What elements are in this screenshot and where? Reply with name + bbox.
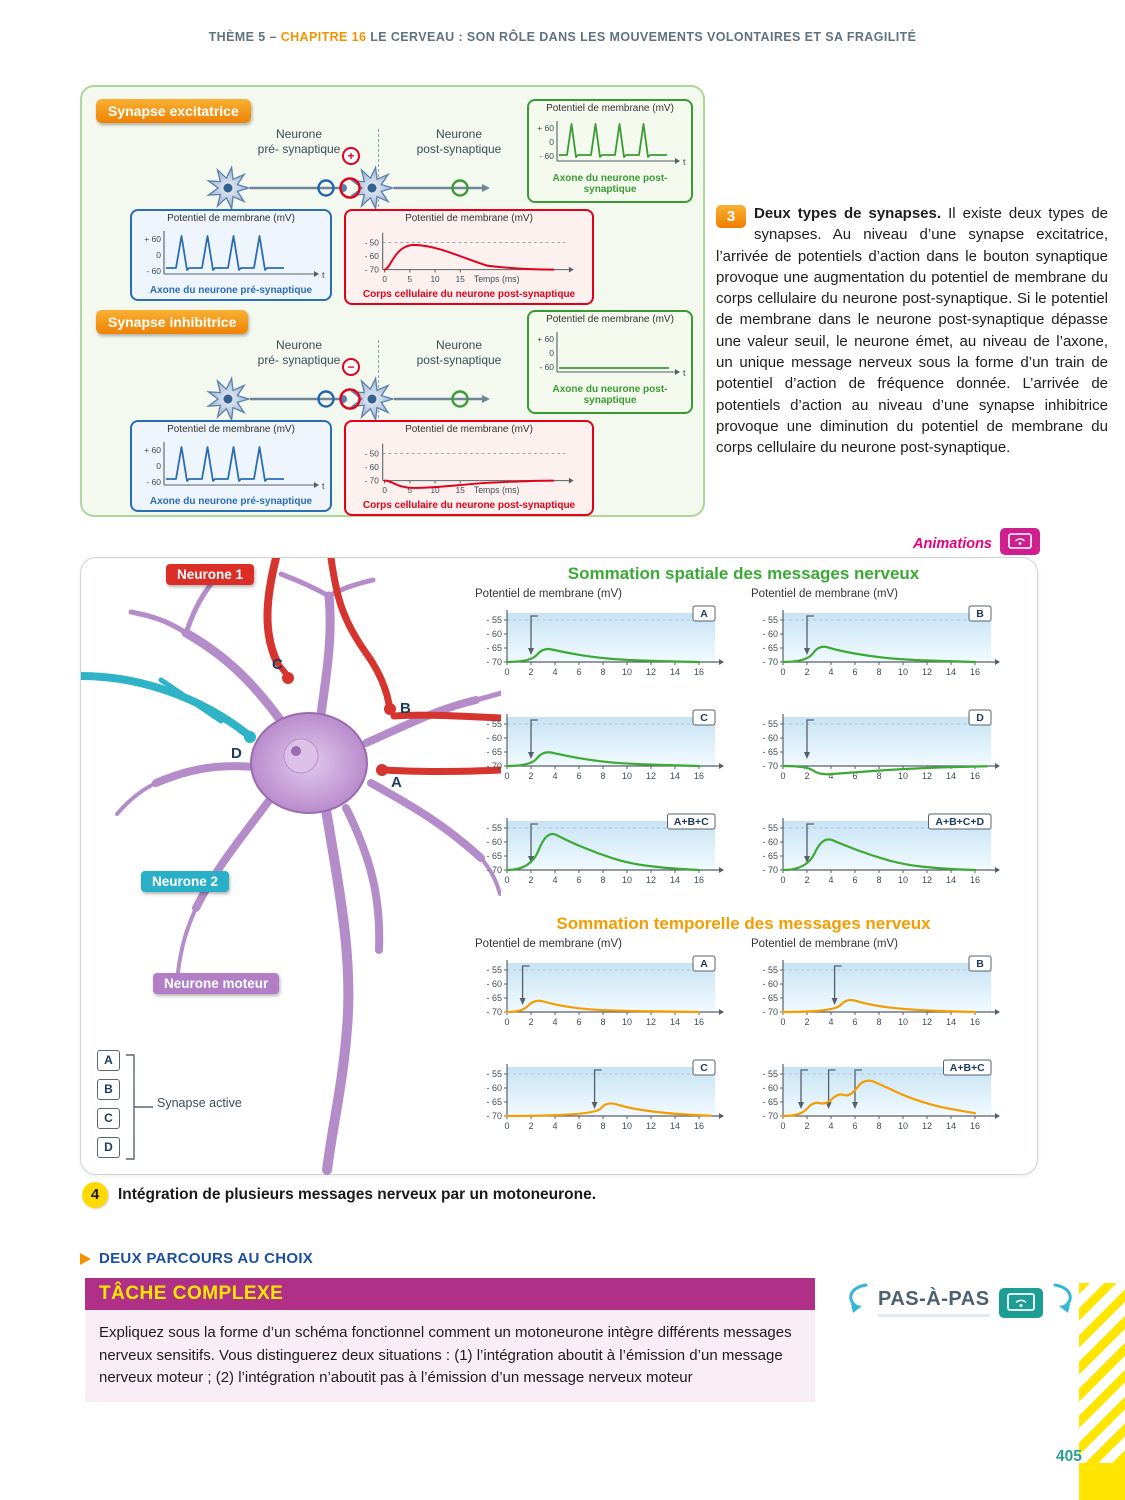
svg-text:- 50: - 50 (364, 449, 379, 459)
svg-text:8: 8 (876, 1121, 882, 1131)
svg-text:- 60: - 60 (486, 837, 502, 847)
figure4-number: 4 (82, 1182, 108, 1208)
svg-text:10: 10 (621, 667, 633, 677)
post-neuron-label: Neurone post-synaptique (416, 127, 502, 156)
svg-text:10: 10 (430, 486, 440, 496)
svg-text:8: 8 (876, 771, 882, 781)
svg-text:- 60: - 60 (486, 1083, 502, 1093)
svg-text:t: t (322, 481, 325, 491)
chapter-title: LE CERVEAU : SON RÔLE DANS LES MOUVEMENTS VOLONTAIRES ET SA FRAGILITÉ (370, 30, 917, 44)
svg-text:2: 2 (804, 667, 810, 677)
synapse-active-label: Synapse active (157, 1096, 242, 1110)
inhibitory-sign-icon: − (342, 358, 360, 376)
svg-text:0: 0 (382, 486, 387, 496)
svg-text:16: 16 (693, 771, 705, 781)
tache-complexe-title: TÂCHE COMPLEXE (85, 1278, 815, 1310)
spatial-graph-B (749, 604, 1001, 687)
svg-text:- 65: - 65 (762, 747, 778, 757)
svg-text:14: 14 (669, 1017, 681, 1027)
spatial-summation-title: Sommation spatiale des messages nerveux (567, 564, 920, 583)
svg-text:4: 4 (828, 1121, 834, 1131)
figure4-caption (82, 1182, 596, 1208)
spatial-graph-D (749, 708, 1001, 791)
svg-text:12: 12 (921, 771, 933, 781)
svg-text:+ 60: + 60 (537, 123, 554, 133)
svg-text:10: 10 (621, 771, 633, 781)
svg-text:2: 2 (804, 771, 810, 781)
svg-text:14: 14 (945, 667, 957, 677)
svg-text:4: 4 (828, 771, 834, 781)
svg-text:0: 0 (504, 1121, 510, 1131)
svg-text:12: 12 (921, 875, 933, 885)
synapse-letter-B: B (97, 1079, 120, 1100)
svg-text:- 55: - 55 (486, 823, 502, 833)
svg-text:C: C (700, 712, 708, 724)
svg-text:12: 12 (921, 667, 933, 677)
svg-text:4: 4 (552, 875, 558, 885)
svg-text:- 55: - 55 (762, 823, 778, 833)
screen-wifi-icon[interactable] (999, 1288, 1043, 1318)
svg-text:- 65: - 65 (762, 1097, 778, 1107)
active-synapse-legend (95, 1050, 315, 1170)
svg-text:0: 0 (156, 461, 161, 471)
svg-text:8: 8 (600, 771, 606, 781)
svg-text:+ 60: + 60 (537, 334, 554, 344)
svg-text:12: 12 (645, 875, 657, 885)
svg-text:0: 0 (780, 771, 786, 781)
temporal-graph-B (749, 954, 1001, 1037)
svg-text:16: 16 (693, 875, 705, 885)
temporal-summation-title: Sommation temporelle des messages nerveux (556, 914, 931, 933)
post-neuron-label: Neurone post-synaptique (416, 338, 502, 367)
svg-text:- 65: - 65 (486, 993, 502, 1003)
svg-text:- 60: - 60 (364, 462, 379, 472)
svg-text:10: 10 (897, 667, 909, 677)
svg-text:10: 10 (621, 1017, 633, 1027)
svg-text:0: 0 (780, 1121, 786, 1131)
temporal-graph-C (473, 1058, 725, 1141)
parcours-heading (80, 1250, 313, 1267)
svg-text:- 70: - 70 (486, 761, 502, 771)
screen-wifi-icon[interactable] (1000, 528, 1040, 560)
svg-text:- 60: - 60 (762, 733, 778, 743)
svg-text:16: 16 (969, 1017, 981, 1027)
svg-text:12: 12 (921, 1121, 933, 1131)
svg-text:D: D (976, 712, 984, 724)
svg-text:10: 10 (621, 875, 633, 885)
svg-text:12: 12 (645, 1017, 657, 1027)
svg-text:- 65: - 65 (486, 1097, 502, 1107)
svg-text:10: 10 (430, 275, 440, 285)
svg-text:- 55: - 55 (762, 1069, 778, 1079)
inhibitory-synapse-section (82, 302, 703, 517)
svg-text:16: 16 (969, 667, 981, 677)
svg-text:10: 10 (621, 1121, 633, 1131)
temporal-graph-A+B+C (749, 1058, 1001, 1141)
svg-text:0: 0 (504, 771, 510, 781)
animations-label[interactable]: Animations (913, 536, 992, 552)
decorative-stripes (1079, 1283, 1125, 1463)
triangle-icon (80, 1253, 91, 1265)
svg-text:0: 0 (549, 348, 554, 358)
svg-text:- 60: - 60 (486, 733, 502, 743)
svg-text:A+B+C: A+B+C (949, 1062, 985, 1074)
svg-text:0: 0 (780, 1017, 786, 1027)
svg-text:5: 5 (407, 275, 413, 285)
note-3-title: Deux types de synapses. (754, 205, 942, 222)
animations-link[interactable] (0, 528, 1040, 560)
svg-text:6: 6 (576, 1121, 582, 1131)
page-header (0, 30, 1125, 44)
svg-text:- 60: - 60 (762, 837, 778, 847)
svg-text:- 70: - 70 (486, 1111, 502, 1121)
axis-label: Potentiel de membrane (mV) (751, 938, 899, 950)
svg-text:6: 6 (852, 1017, 858, 1027)
svg-text:B: B (976, 958, 984, 970)
svg-text:- 65: - 65 (486, 851, 502, 861)
excitatory-synapse-section (82, 91, 703, 306)
tache-complexe-body: Expliquez sous la forme d’un schéma fonctionnel comment un motoneurone intègre différents messages nerveux sensitifs. Vous distinguerez deux situations : (1) l’intégration aboutit à l’émission d’un message nerveux moteur ; (2) l’intégration n’aboutit pas à l’émission d’un message nerveux moteur (85, 1310, 815, 1402)
svg-text:t: t (322, 270, 325, 280)
pas-a-pas-label[interactable]: PAS-À-PAS (878, 1288, 990, 1317)
svg-text:Temps (ms): Temps (ms) (473, 274, 520, 285)
chapter-label: CHAPITRE 16 (280, 30, 367, 44)
mark-C: C (272, 656, 283, 673)
svg-text:- 60: - 60 (762, 1083, 778, 1093)
svg-text:0: 0 (504, 1017, 510, 1027)
svg-text:10: 10 (897, 1017, 909, 1027)
curl-arrow-icon (843, 1282, 869, 1323)
svg-text:A+B+C+D: A+B+C+D (935, 816, 985, 828)
svg-text:14: 14 (945, 875, 957, 885)
pre-neuron-label: Neurone pré- synaptique (257, 338, 341, 367)
svg-text:2: 2 (804, 875, 810, 885)
graph-ipsp: Potentiel de membrane (mV) - 50 - 60 - 70 0 5 10 15 Temps (ms) Corps cellulaire du neurone post-synaptique (344, 420, 594, 516)
svg-text:6: 6 (576, 1017, 582, 1027)
svg-text:- 55: - 55 (486, 965, 502, 975)
mark-A: A (391, 774, 402, 791)
integration-figure (80, 557, 1038, 1175)
svg-text:14: 14 (945, 771, 957, 781)
figure4-text: Intégration de plusieurs messages nerveux par un motoneurone. (118, 1186, 597, 1203)
svg-text:- 60: - 60 (539, 362, 554, 372)
svg-text:- 55: - 55 (762, 965, 778, 975)
svg-text:4: 4 (552, 667, 558, 677)
svg-text:4: 4 (552, 1121, 558, 1131)
svg-text:6: 6 (576, 771, 582, 781)
svg-text:A: A (700, 608, 708, 620)
svg-text:- 55: - 55 (486, 719, 502, 729)
svg-text:6: 6 (852, 667, 858, 677)
excitatory-sign-icon: + (342, 147, 360, 165)
svg-text:4: 4 (828, 1017, 834, 1027)
curl-arrow-icon (1052, 1282, 1078, 1323)
pas-a-pas-link[interactable] (843, 1282, 1078, 1323)
pre-neuron-label: Neurone pré- synaptique (257, 127, 341, 156)
svg-text:2: 2 (804, 1017, 810, 1027)
svg-text:12: 12 (645, 1121, 657, 1131)
svg-text:0: 0 (549, 137, 554, 147)
svg-text:- 70: - 70 (364, 265, 379, 275)
legend-bracket (125, 1052, 157, 1169)
svg-text:12: 12 (921, 1017, 933, 1027)
svg-text:4: 4 (828, 667, 834, 677)
synapse-letter-C: C (97, 1108, 120, 1129)
svg-text:8: 8 (876, 875, 882, 885)
svg-text:0: 0 (780, 667, 786, 677)
mark-B: B (400, 700, 411, 717)
svg-text:16: 16 (693, 667, 705, 677)
svg-text:- 60: - 60 (146, 477, 161, 487)
svg-text:14: 14 (945, 1121, 957, 1131)
svg-text:8: 8 (600, 1017, 606, 1027)
svg-text:- 60: - 60 (762, 979, 778, 989)
spatial-graph-A+B+C+D (749, 812, 1001, 895)
temporal-graph-A (473, 954, 725, 1037)
motor-neuron-tag: Neurone moteur (153, 973, 279, 994)
svg-text:- 60: - 60 (146, 266, 161, 276)
graph-flat_green: Potentiel de membrane (mV) + 60 0 - 60 t Axone du neurone post-synaptique (527, 310, 693, 414)
svg-text:C: C (700, 1062, 708, 1074)
svg-text:+ 60: + 60 (144, 445, 161, 455)
svg-text:16: 16 (693, 1017, 705, 1027)
svg-text:2: 2 (528, 1121, 534, 1131)
neuron2-tag: Neurone 2 (141, 871, 229, 892)
axis-label: Potentiel de membrane (mV) (475, 938, 623, 950)
graph-epsp: Potentiel de membrane (mV) - 50 - 60 - 70 0 5 10 15 Temps (ms) Corps cellulaire du neurone post-synaptique (344, 209, 594, 305)
inhibitory-synapse-tag: Synapse inhibitrice (96, 310, 248, 334)
svg-text:B: B (976, 608, 984, 620)
svg-text:0: 0 (504, 667, 510, 677)
svg-text:2: 2 (528, 667, 534, 677)
svg-text:2: 2 (804, 1121, 810, 1131)
svg-text:14: 14 (669, 1121, 681, 1131)
svg-text:14: 14 (669, 875, 681, 885)
excitatory-synapse-tag: Synapse excitatrice (96, 99, 251, 123)
svg-text:- 60: - 60 (486, 629, 502, 639)
svg-text:2: 2 (528, 771, 534, 781)
svg-text:12: 12 (645, 667, 657, 677)
theme-label: THÈME 5 – (208, 30, 277, 44)
svg-text:A+B+C: A+B+C (673, 816, 709, 828)
svg-text:A: A (700, 958, 708, 970)
svg-text:6: 6 (576, 875, 582, 885)
svg-text:t: t (683, 157, 686, 167)
svg-text:6: 6 (852, 771, 858, 781)
svg-text:- 55: - 55 (762, 615, 778, 625)
neuron1-tag: Neurone 1 (166, 564, 254, 585)
synapse-letter-A: A (97, 1050, 120, 1071)
parcours-label: DEUX PARCOURS AU CHOIX (99, 1250, 314, 1267)
graph-spikes_green: Potentiel de membrane (mV) + 60 0 - 60 t Axone du neurone post-synaptique (527, 99, 693, 203)
svg-text:+ 60: + 60 (144, 234, 161, 244)
svg-text:16: 16 (969, 771, 981, 781)
svg-text:- 70: - 70 (762, 657, 778, 667)
svg-text:- 70: - 70 (762, 865, 778, 875)
svg-text:- 60: - 60 (762, 629, 778, 639)
spatial-graph-A+B+C (473, 812, 725, 895)
svg-text:- 55: - 55 (486, 615, 502, 625)
note-3-body: Il existe deux types de synapses. Au niveau d’une synapse excitatrice, l’arrivée de potentiels d’action dans le bouton synaptique provoque une augmentation du potentiel de membrane du corps cellulaire du neurone post-synaptique. Si le potentiel de membrane dans le neurone post-synaptique dépasse une valeur seuil, le neurone émet, au niveau de l’axone, un unique message nerveux sous la forme d’un train de potentiel d’action de fréquence donnée. L’arrivée de potentiels d’action au niveau d’une synapse inhibitrice provoque une diminution du potentiel de membrane du corps cellulaire du neurone post-synaptique. (716, 205, 1109, 457)
svg-text:- 65: - 65 (762, 993, 778, 1003)
decorative-corner (1079, 1463, 1125, 1500)
svg-text:8: 8 (600, 875, 606, 885)
svg-text:- 70: - 70 (762, 1007, 778, 1017)
svg-text:14: 14 (669, 771, 681, 781)
svg-text:- 65: - 65 (486, 747, 502, 757)
svg-text:- 65: - 65 (486, 643, 502, 653)
note-3 (716, 203, 1108, 459)
svg-text:14: 14 (945, 1017, 957, 1027)
svg-text:4: 4 (552, 771, 558, 781)
svg-text:12: 12 (645, 771, 657, 781)
svg-text:16: 16 (693, 1121, 705, 1131)
svg-text:- 70: - 70 (486, 657, 502, 667)
note-3-number: 3 (716, 205, 746, 228)
svg-text:- 50: - 50 (364, 238, 379, 248)
svg-text:5: 5 (407, 486, 413, 496)
svg-text:4: 4 (552, 1017, 558, 1027)
svg-text:t: t (683, 368, 686, 378)
svg-text:6: 6 (852, 875, 858, 885)
graph-spikes_blue: Potentiel de membrane (mV) + 60 0 - 60 t Axone du neurone pré-synaptique (130, 209, 332, 301)
svg-text:2: 2 (528, 875, 534, 885)
synapse-letter-D: D (97, 1137, 120, 1158)
svg-text:0: 0 (504, 875, 510, 885)
svg-text:0: 0 (382, 275, 387, 285)
synapse-types-figure (80, 85, 705, 517)
svg-text:10: 10 (897, 875, 909, 885)
page-number: 405 (1056, 1448, 1082, 1465)
svg-text:- 70: - 70 (762, 761, 778, 771)
svg-text:- 60: - 60 (539, 151, 554, 161)
mark-D: D (231, 745, 242, 762)
svg-text:15: 15 (455, 486, 465, 496)
svg-text:- 70: - 70 (486, 1007, 502, 1017)
svg-text:6: 6 (576, 667, 582, 677)
svg-text:- 70: - 70 (762, 1111, 778, 1121)
svg-text:- 60: - 60 (364, 251, 379, 261)
svg-text:- 70: - 70 (364, 476, 379, 486)
svg-text:- 60: - 60 (486, 979, 502, 989)
svg-text:0: 0 (156, 250, 161, 260)
svg-text:- 55: - 55 (762, 719, 778, 729)
svg-text:2: 2 (528, 1017, 534, 1027)
spatial-graph-C (473, 708, 725, 791)
svg-text:8: 8 (876, 1017, 882, 1027)
graph-spikes_blue: Potentiel de membrane (mV) + 60 0 - 60 t Axone du neurone pré-synaptique (130, 420, 332, 512)
spatial-graph-A (473, 604, 725, 687)
svg-text:- 65: - 65 (762, 643, 778, 653)
svg-text:10: 10 (897, 771, 909, 781)
svg-text:- 55: - 55 (486, 1069, 502, 1079)
svg-text:- 65: - 65 (762, 851, 778, 861)
svg-text:8: 8 (876, 667, 882, 677)
tache-complexe-block (85, 1278, 815, 1402)
svg-text:16: 16 (969, 875, 981, 885)
svg-text:14: 14 (669, 667, 681, 677)
axis-label: Potentiel de membrane (mV) (751, 588, 899, 600)
svg-text:16: 16 (969, 1121, 981, 1131)
axis-label: Potentiel de membrane (mV) (475, 588, 623, 600)
svg-text:10: 10 (897, 1121, 909, 1131)
svg-text:- 70: - 70 (486, 865, 502, 875)
svg-text:0: 0 (780, 875, 786, 885)
svg-text:6: 6 (852, 1121, 858, 1131)
svg-text:Temps (ms): Temps (ms) (473, 485, 520, 496)
svg-text:15: 15 (455, 275, 465, 285)
svg-text:8: 8 (600, 667, 606, 677)
svg-text:4: 4 (828, 875, 834, 885)
svg-text:8: 8 (600, 1121, 606, 1131)
